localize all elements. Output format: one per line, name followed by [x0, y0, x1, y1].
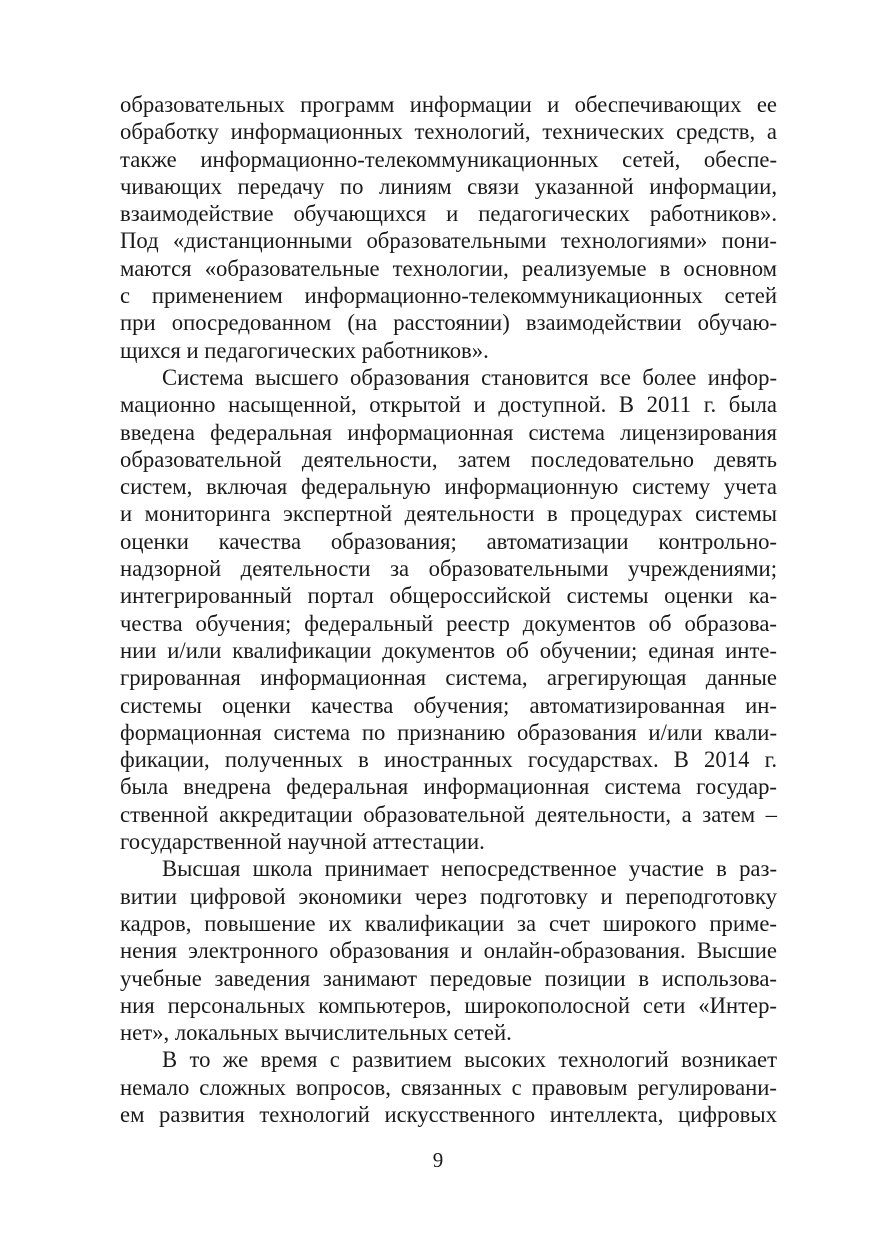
text-line: ем развития технологий искусственного интеллекта, цифровых [120, 1101, 777, 1127]
text-line: чивающих передачу по линиям связи указанной информации, [120, 173, 777, 199]
text-line: грированная информационная система, агрегирующая данные [120, 665, 777, 691]
text-line: учебные заведения занимают передовые позиции в использова- [120, 965, 777, 991]
text-line: надзорной деятельности за образовательными учреждениями; [120, 556, 777, 582]
text-line: маются «образовательные технологии, реализуемые в основном [120, 255, 777, 281]
text-line: с применением информационно-телекоммуникационных сетей [120, 283, 777, 309]
text-line: ния персональных компьютеров, широкополосной сети «Интер- [120, 992, 777, 1018]
text-line: систем, включая федеральную информационную систему учета [120, 474, 777, 500]
text-line: мационно насыщенной, открытой и доступной. В 2011 г. была [120, 392, 777, 418]
text-line: щихся и педагогических работников». [120, 337, 489, 363]
text-line: интегрированный портал общероссийской системы оценки ка- [120, 583, 777, 609]
text-line: введена федеральная информационная система лицензирования [120, 419, 777, 445]
text-line: чества обучения; федеральный реестр документов об образова- [120, 610, 777, 636]
text-line: фикации, полученных в иностранных государствах. В 2014 г. [120, 747, 777, 773]
paragraph-first-line: В то же время с развитием высоких технологий возникает [162, 1047, 777, 1073]
page-number: 9 [432, 1148, 444, 1172]
paragraph-first-line: Высшая школа принимает непосредственное участие в раз- [162, 856, 777, 882]
text-line: кадров, повышение их квалификации за счет широкого приме- [120, 910, 777, 936]
text-line: взаимодействие обучающихся и педагогических работников». [120, 201, 777, 227]
text-line: образовательных программ информации и обеспечивающих ее [120, 92, 777, 117]
text-line: системы оценки качества обучения; автоматизированная ин- [120, 692, 777, 718]
text-line: оценки качества образования; автоматизации контрольно- [120, 528, 777, 554]
text-line: витии цифровой экономики через подготовку и переподготовку [120, 883, 777, 909]
text-line: обработку информационных технологий, технических средств, а [120, 119, 777, 145]
text-line: формационная система по признанию образования и/или квали- [120, 719, 777, 745]
text-line: Под «дистанционными образовательными технологиями» пони- [120, 228, 777, 254]
text-line: нения электронного образования и онлайн-образования. Высшие [120, 938, 777, 964]
paragraph-first-line: Система высшего образования становится все более инфор- [162, 364, 777, 390]
text-line: нии и/или квалификации документов об обучении; единая инте- [120, 637, 777, 663]
text-line: немало сложных вопросов, связанных с правовым регулировани- [120, 1074, 777, 1100]
text-line: нет», локальных вычислительных сетей. [120, 1020, 512, 1046]
text-line: образовательной деятельности, затем последовательно девять [120, 446, 777, 472]
body-text [120, 91, 777, 1128]
text-line: ственной аккредитации образовательной деятельности, а затем – [120, 801, 777, 827]
text-line: также информационно-телекоммуникационных сетей, обеспе- [120, 146, 777, 172]
text-line: государственной научной аттестации. [120, 829, 485, 855]
text-line: при опосредованном (на расстоянии) взаимодействии обучаю- [120, 310, 777, 336]
text-line: и мониторинга экспертной деятельности в процедурах системы [120, 501, 777, 527]
text-line: была внедрена федеральная информационная система государ- [120, 774, 777, 800]
